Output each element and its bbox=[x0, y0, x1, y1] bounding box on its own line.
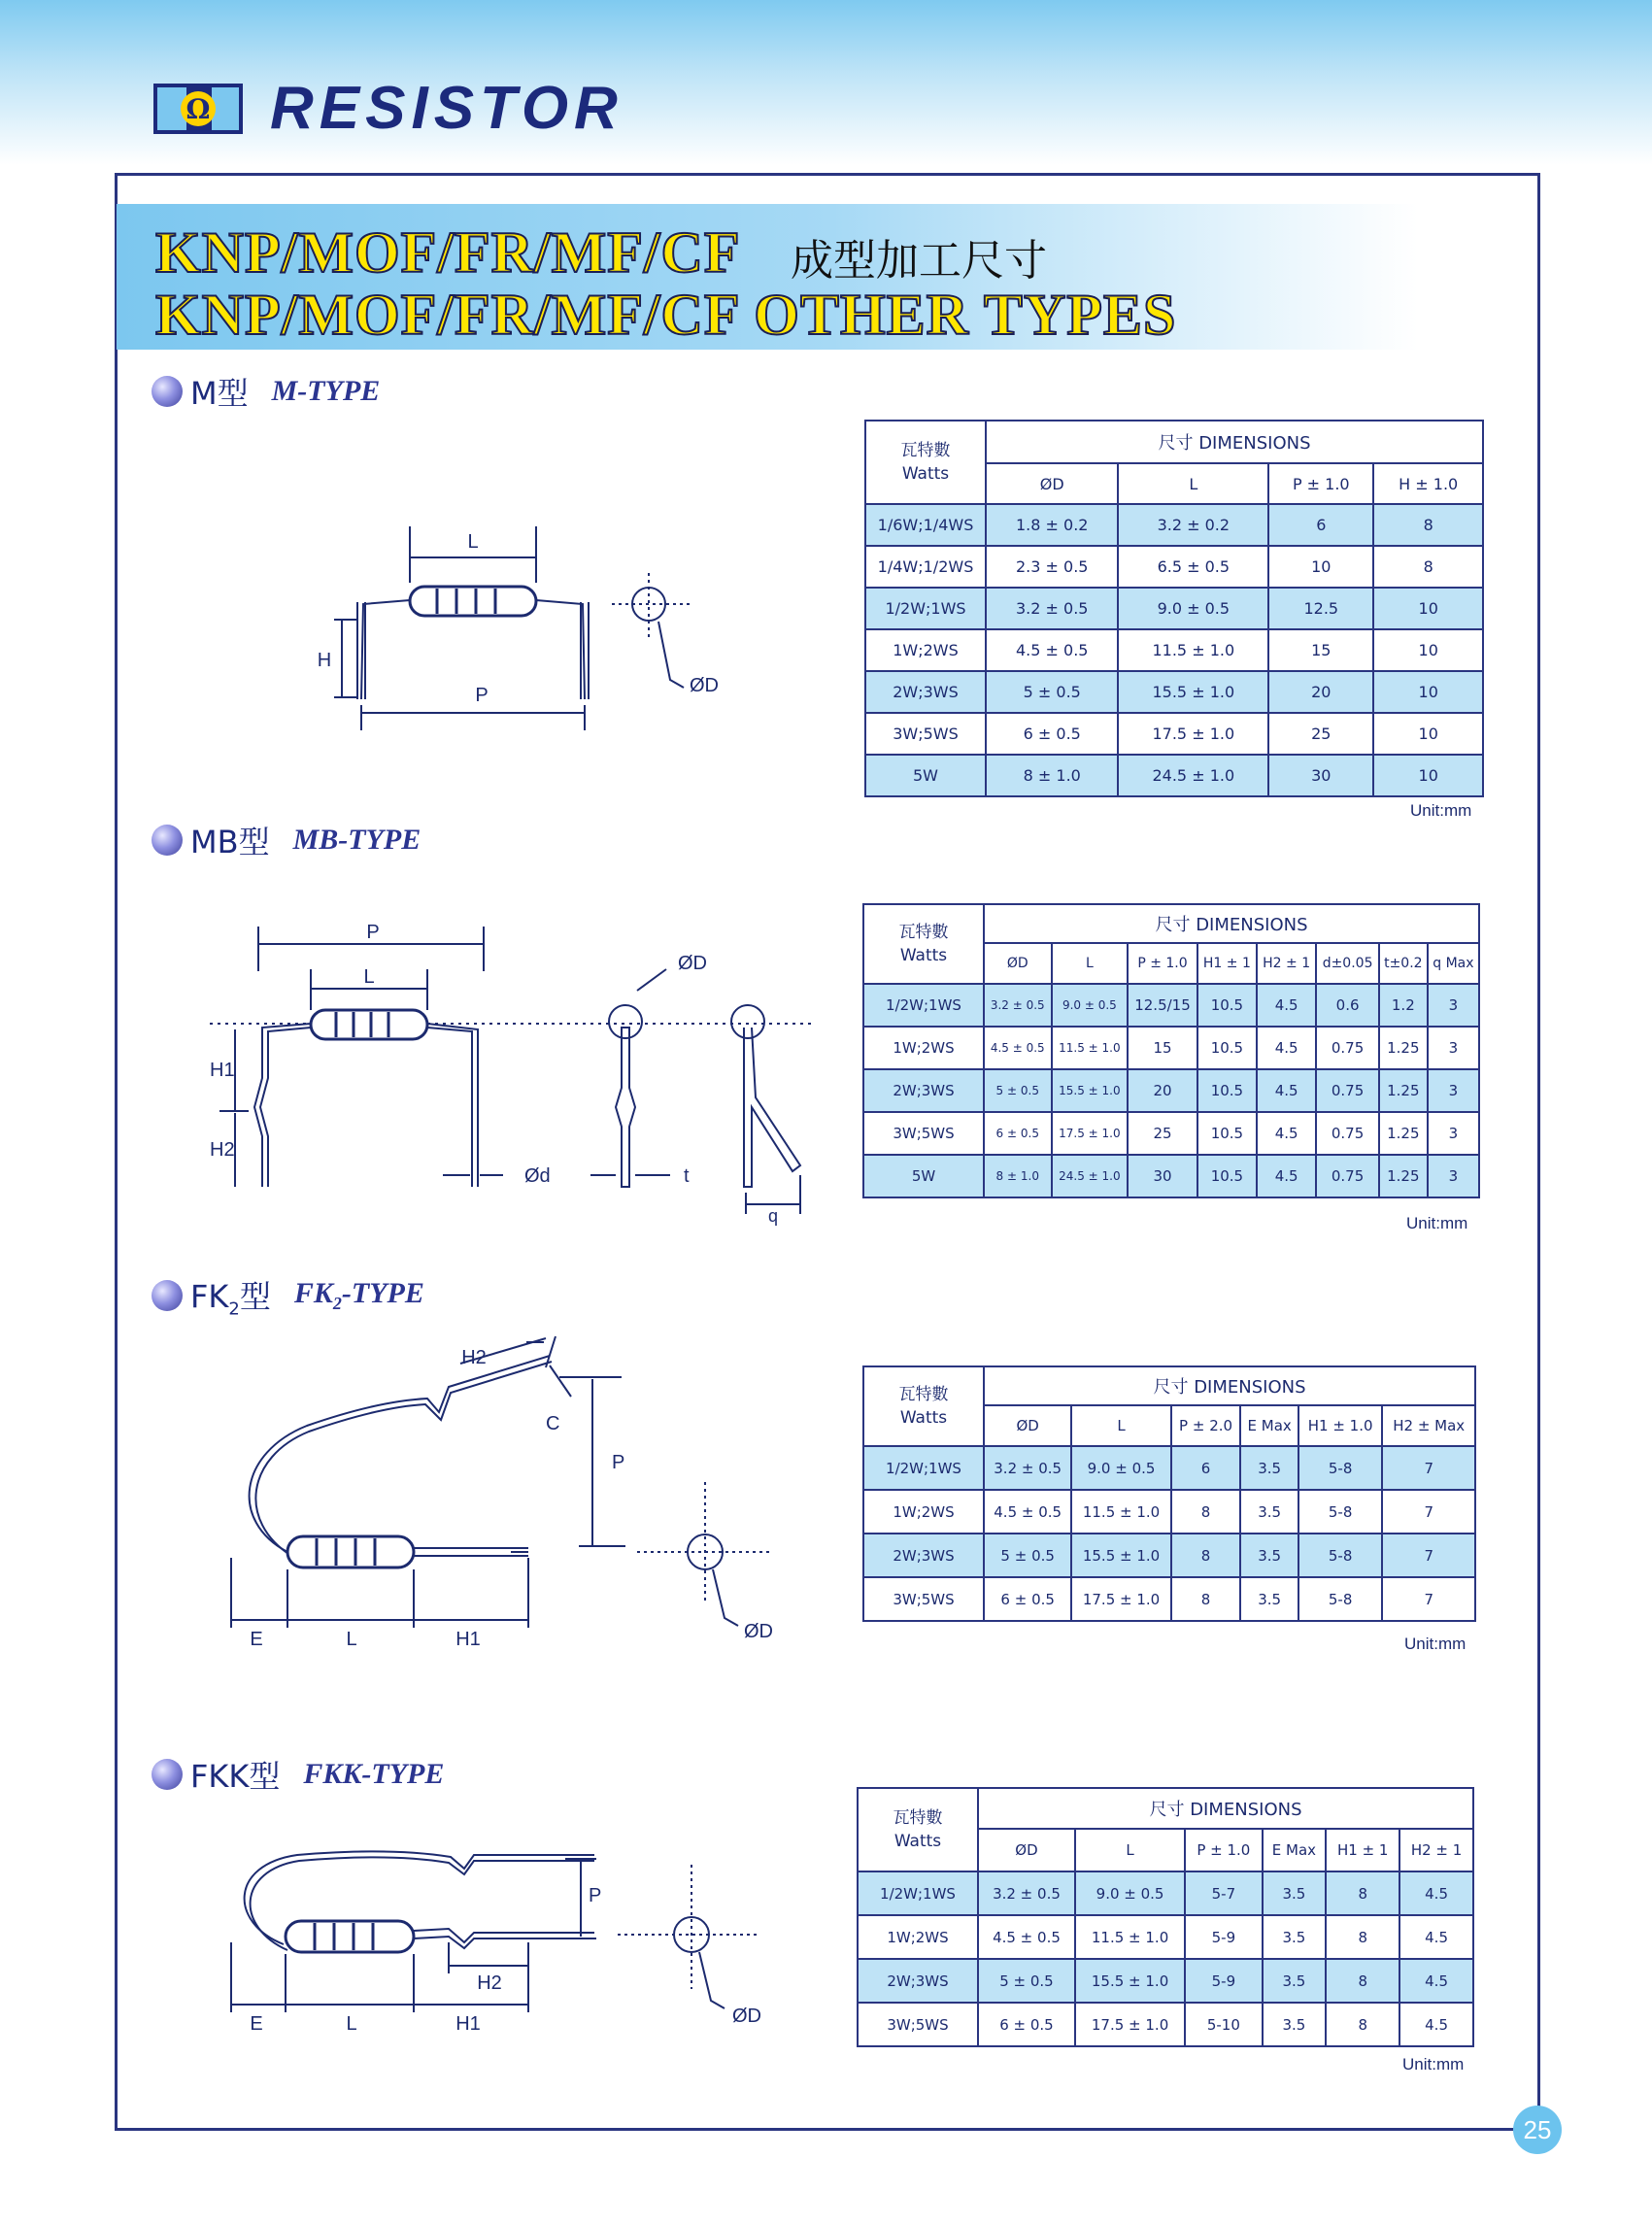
dim-label-l: L bbox=[467, 531, 479, 553]
col-header: L bbox=[1071, 1405, 1170, 1446]
unit-label: Unit:mm bbox=[1402, 2055, 1465, 2073]
table-row: 2W;3WS 5 ± 0.5 15.5 ± 1.0 8 3.5 5-8 7 bbox=[863, 1534, 1475, 1577]
col-header: H1 ± 1 bbox=[1326, 1829, 1399, 1871]
dim-label-p: P bbox=[366, 922, 380, 943]
svg-text:Ω: Ω bbox=[185, 93, 211, 125]
bullet-icon bbox=[152, 1759, 183, 1790]
dimensions-header: 尺寸 DIMENSIONS bbox=[978, 1788, 1473, 1829]
dim-label-d: ØD bbox=[678, 953, 707, 974]
fkk-type-table bbox=[857, 1787, 1474, 2047]
col-header: L bbox=[1118, 463, 1268, 504]
dimensions-header: 尺寸 DIMENSIONS bbox=[986, 421, 1483, 463]
table-row: 3W;5WS 6 ± 0.5 17.5 ± 1.0 8 3.5 5-8 7 bbox=[863, 1577, 1475, 1621]
col-header: t±0.2 bbox=[1379, 943, 1428, 984]
dim-label-d-small: Ød bbox=[524, 1165, 551, 1187]
col-header: H2 ± 1 bbox=[1257, 943, 1316, 984]
dimensions-header: 尺寸 DIMENSIONS bbox=[984, 1366, 1475, 1405]
col-header: ØD bbox=[984, 1405, 1071, 1446]
m-type-table bbox=[864, 420, 1484, 797]
unit-label: Unit:mm bbox=[1404, 1635, 1467, 1653]
col-header: H2 ± 1 bbox=[1399, 1829, 1473, 1871]
dimensions-header: 尺寸 DIMENSIONS bbox=[984, 904, 1479, 943]
title-line-2: KNP/MOF/FR/MF/CF OTHER TYPES bbox=[155, 283, 1177, 347]
dim-label-l: L bbox=[346, 1629, 357, 1650]
dim-label-h: H bbox=[317, 650, 332, 671]
bullet-icon bbox=[152, 825, 183, 856]
fk2-type-table bbox=[862, 1365, 1476, 1622]
col-header: P ± 1.0 bbox=[1268, 463, 1373, 504]
col-header: H ± 1.0 bbox=[1373, 463, 1483, 504]
bullet-icon bbox=[152, 376, 183, 407]
col-header: L bbox=[1052, 943, 1129, 984]
col-header: ØD bbox=[978, 1829, 1075, 1871]
table-row: 1/2W;1WS 3.2 ± 0.5 9.0 ± 0.5 12.5 10 bbox=[865, 588, 1483, 629]
dim-label-h1: H1 bbox=[455, 2013, 481, 2035]
table-row: 1/6W;1/4WS 1.8 ± 0.2 3.2 ± 0.2 6 8 bbox=[865, 504, 1483, 546]
table-row: 1W;2WS 4.5 ± 0.5 11.5 ± 1.0 15 10 bbox=[865, 629, 1483, 671]
table-row: 2W;3WS 5 ± 0.5 15.5 ± 1.0 5-9 3.5 8 4.5 bbox=[858, 1959, 1473, 2003]
dim-label-p: P bbox=[612, 1452, 625, 1473]
dim-label-q: q bbox=[767, 1206, 779, 1226]
header-band bbox=[0, 0, 1652, 165]
page-number: 25 bbox=[1513, 2106, 1562, 2154]
title-chinese: 成型加工尺寸 bbox=[791, 236, 1047, 286]
m-type-diagram bbox=[301, 524, 719, 738]
table-row: 3W;5WS 6 ± 0.5 17.5 ± 1.0 5-10 3.5 8 4.5 bbox=[858, 2003, 1473, 2046]
table-row: 5W 8 ± 1.0 24.5 ± 1.0 30 10.5 4.5 0.75 1.25 3 bbox=[863, 1155, 1479, 1197]
watts-header: 瓦特數 Watts bbox=[858, 1788, 978, 1871]
bullet-icon bbox=[152, 1280, 183, 1311]
table-row: 1W;2WS 4.5 ± 0.5 11.5 ± 1.0 15 10.5 4.5 0.75 1.25 3 bbox=[863, 1027, 1479, 1069]
section-heading-fk2: $FK_2$型 $FK_2$-TYPE bbox=[152, 1272, 424, 1319]
col-header: E Max bbox=[1240, 1405, 1298, 1446]
watts-header: 瓦特數 Watts bbox=[863, 904, 984, 984]
table-row: 3W;5WS 6 ± 0.5 17.5 ± 1.0 25 10 bbox=[865, 713, 1483, 755]
col-header: q Max bbox=[1428, 943, 1479, 984]
dim-label-d: ØD bbox=[690, 675, 719, 696]
table-row: 1W;2WS 4.5 ± 0.5 11.5 ± 1.0 5-9 3.5 8 4.5 bbox=[858, 1915, 1473, 1959]
col-header: H2 ± Max bbox=[1382, 1405, 1475, 1446]
dim-label-h2: H2 bbox=[477, 1972, 502, 1994]
dim-label-d: ØD bbox=[744, 1621, 773, 1642]
table-row: 1/2W;1WS 3.2 ± 0.5 9.0 ± 0.5 5-7 3.5 8 4.5 bbox=[858, 1871, 1473, 1915]
table-row: 2W;3WS 5 ± 0.5 15.5 ± 1.0 20 10.5 4.5 0.75 1.25 3 bbox=[863, 1069, 1479, 1112]
col-header: P ± 1.0 bbox=[1128, 943, 1197, 984]
table-row: 3W;5WS 6 ± 0.5 17.5 ± 1.0 25 10.5 4.5 0.75 1.25 3 bbox=[863, 1112, 1479, 1155]
col-header: P ± 1.0 bbox=[1185, 1829, 1262, 1871]
table-row: 5W 8 ± 1.0 24.5 ± 1.0 30 10 bbox=[865, 755, 1483, 796]
table-row: 1/2W;1WS 3.2 ± 0.5 9.0 ± 0.5 6 3.5 5-8 7 bbox=[863, 1446, 1475, 1490]
col-header: ØD bbox=[986, 463, 1118, 504]
section-heading-fkk: FKK型 FKK-TYPE bbox=[152, 1752, 444, 1797]
section-heading-mb: MB型 MB-TYPE bbox=[152, 818, 421, 862]
company-logo bbox=[153, 84, 243, 134]
section-heading-m: M型 M-TYPE bbox=[152, 369, 380, 414]
col-header: L bbox=[1075, 1829, 1185, 1871]
col-header: d±0.05 bbox=[1316, 943, 1379, 984]
col-header: E Max bbox=[1263, 1829, 1327, 1871]
title-line-1: KNP/MOF/FR/MF/CF bbox=[155, 220, 741, 285]
dim-label-h1: H1 bbox=[455, 1629, 481, 1650]
dim-label-h2: H2 bbox=[461, 1347, 487, 1368]
dim-label-e: E bbox=[250, 2013, 263, 2035]
dim-label-p: P bbox=[589, 1885, 602, 1906]
table-row: 1W;2WS 4.5 ± 0.5 11.5 ± 1.0 8 3.5 5-8 7 bbox=[863, 1490, 1475, 1534]
table-row: 2W;3WS 5 ± 0.5 15.5 ± 1.0 20 10 bbox=[865, 671, 1483, 713]
dim-label-l: L bbox=[363, 966, 375, 988]
fk2-type-diagram bbox=[219, 1336, 802, 1657]
unit-label: Unit:mm bbox=[1406, 1214, 1468, 1232]
col-header: ØD bbox=[984, 943, 1052, 984]
unit-label: Unit:mm bbox=[1410, 801, 1472, 820]
mb-type-table bbox=[862, 903, 1480, 1198]
dim-label-c: C bbox=[546, 1413, 560, 1434]
col-header: H1 ± 1 bbox=[1197, 943, 1257, 984]
watts-header: 瓦特數 Watts bbox=[865, 421, 986, 504]
table-row: 1/4W;1/2WS 2.3 ± 0.5 6.5 ± 0.5 10 8 bbox=[865, 546, 1483, 588]
col-header: P ± 2.0 bbox=[1171, 1405, 1241, 1446]
mb-type-diagram bbox=[190, 913, 831, 1224]
dim-label-e: E bbox=[250, 1629, 263, 1650]
brand-title: RESISTOR bbox=[270, 75, 624, 142]
dim-label-h2: H2 bbox=[210, 1139, 235, 1161]
watts-header: 瓦特數 Watts bbox=[863, 1366, 984, 1446]
dim-label-h1: H1 bbox=[210, 1060, 235, 1081]
dim-label-l: L bbox=[346, 2013, 357, 2035]
dim-label-p: P bbox=[475, 685, 489, 706]
fkk-type-diagram bbox=[219, 1845, 802, 2049]
dim-label-t: t bbox=[684, 1165, 690, 1187]
table-row: 1/2W;1WS 3.2 ± 0.5 9.0 ± 0.5 12.5/15 10.5 4.5 0.6 1.2 3 bbox=[863, 984, 1479, 1027]
dim-label-d: ØD bbox=[732, 2006, 761, 2027]
col-header: H1 ± 1.0 bbox=[1298, 1405, 1383, 1446]
